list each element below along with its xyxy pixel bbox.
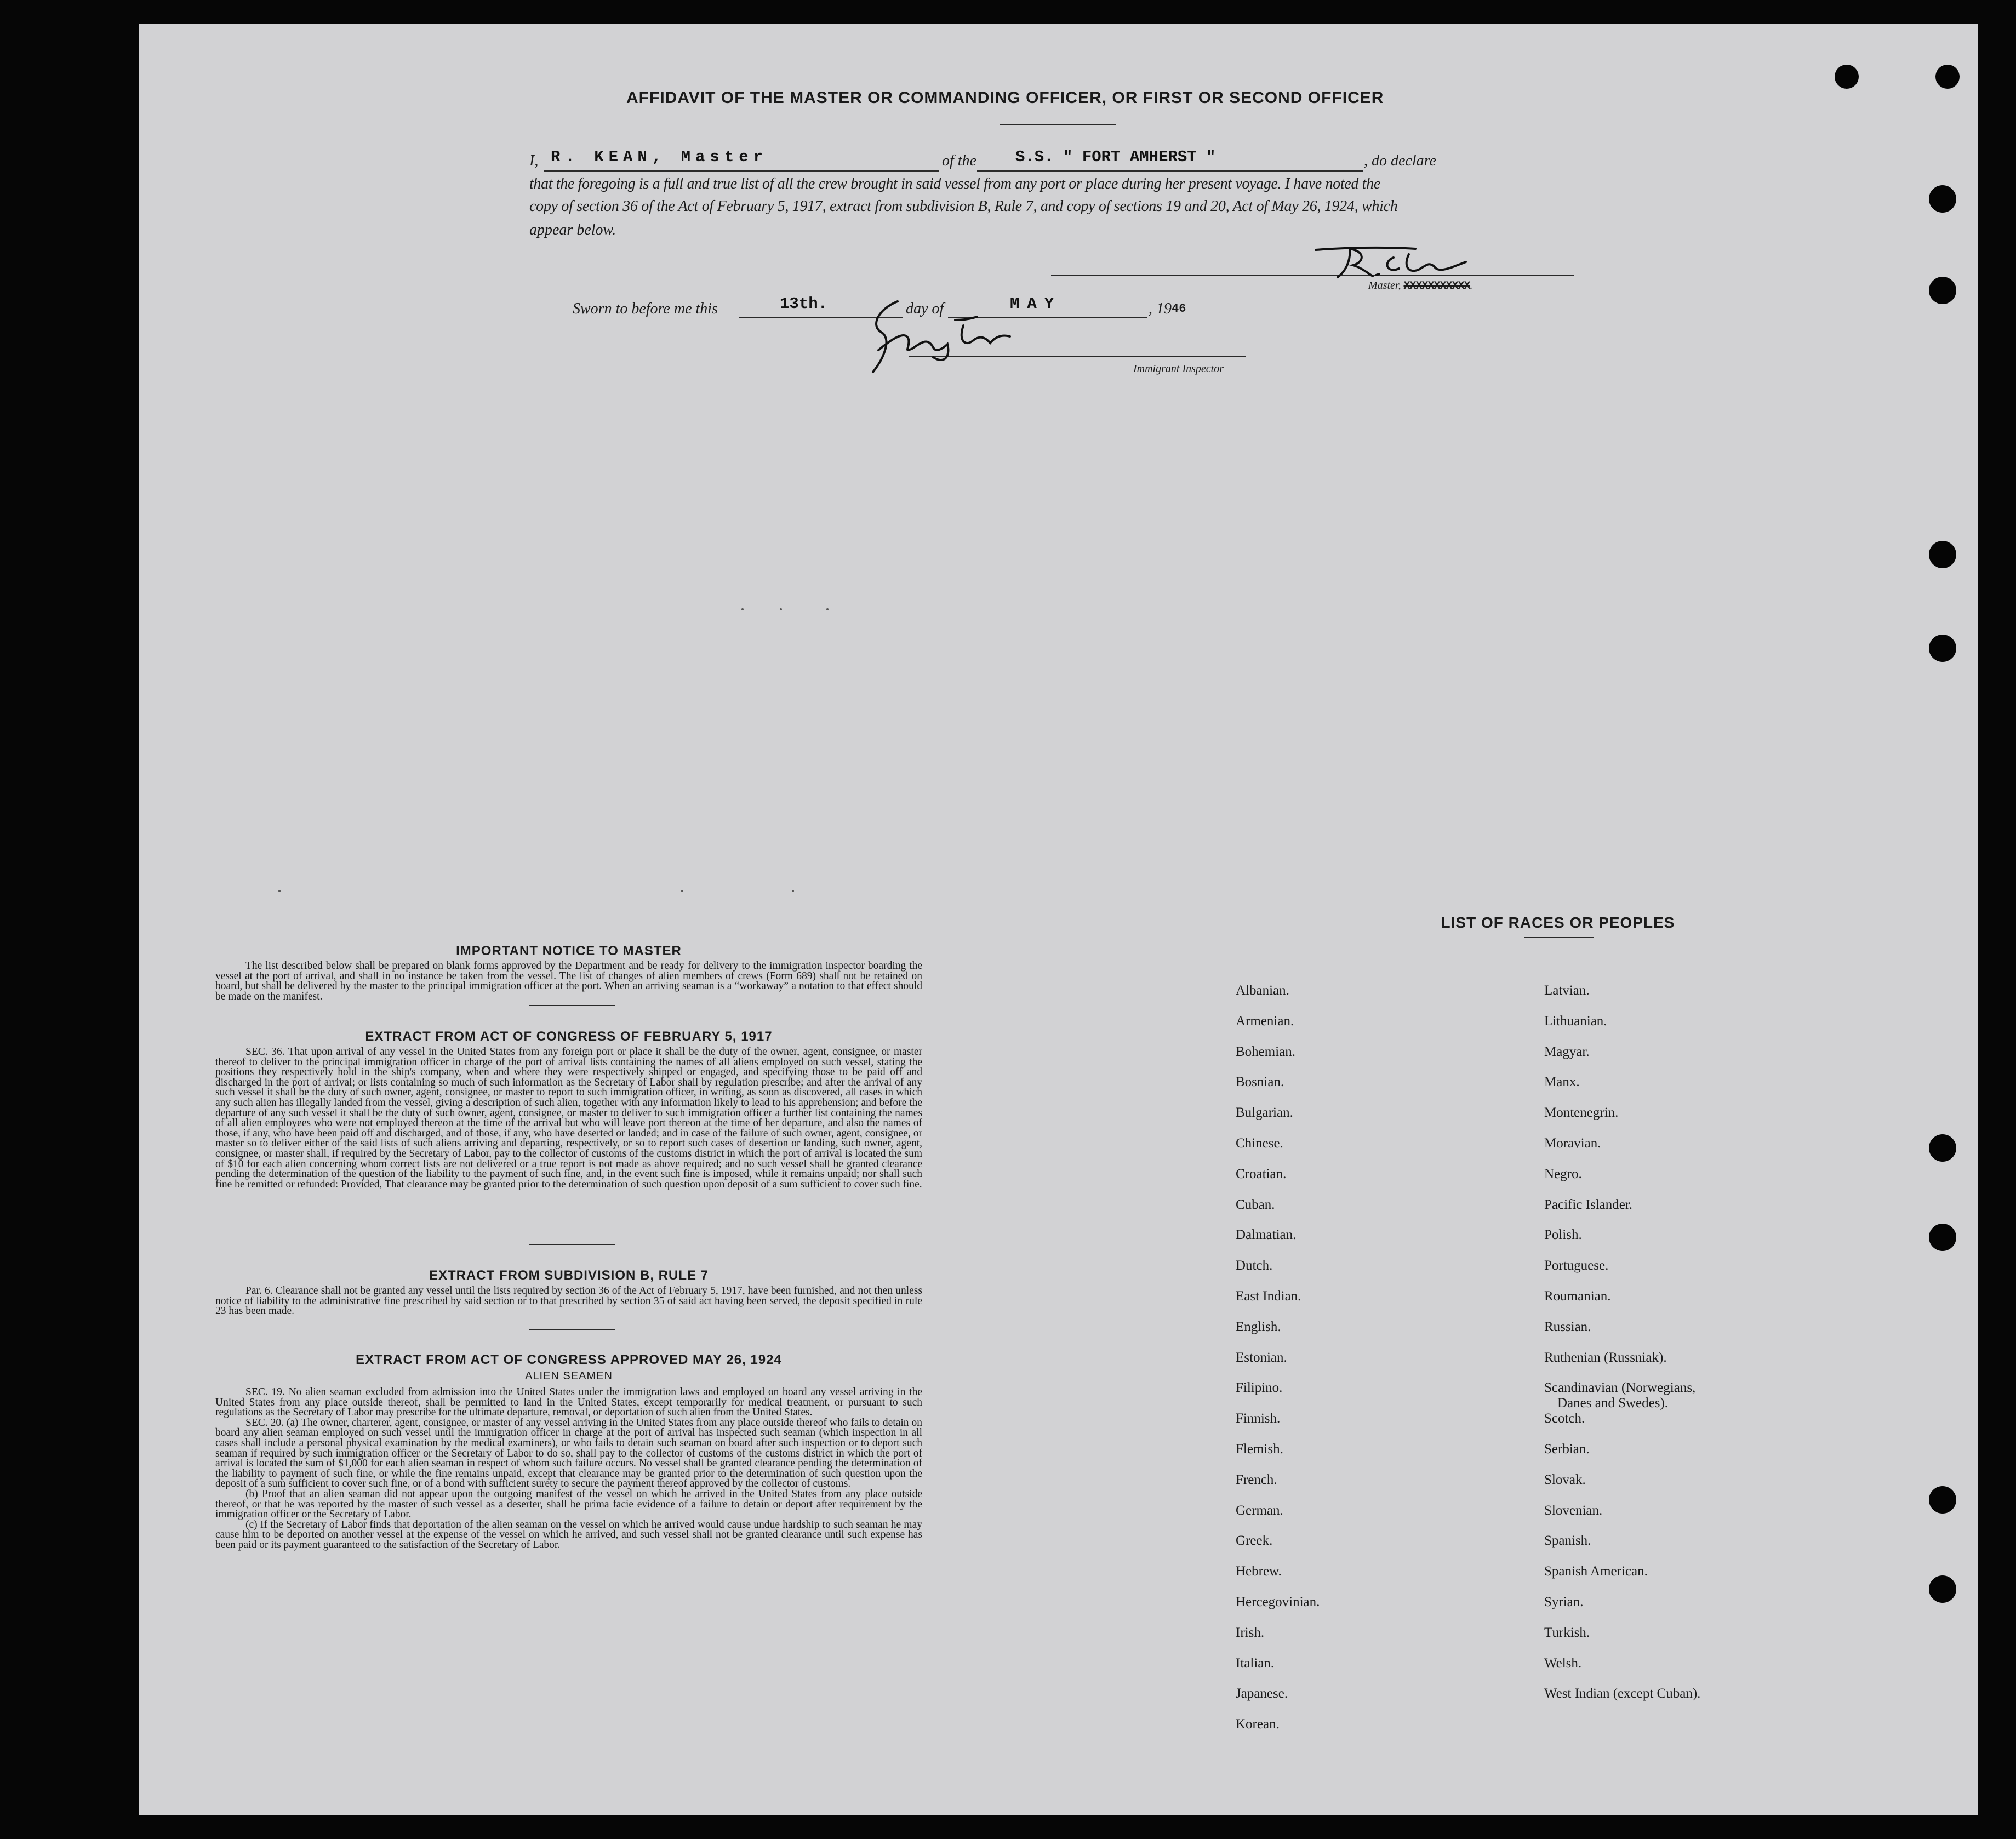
race-item: Latvian. (1544, 983, 1590, 998)
race-item: Croatian. (1236, 1166, 1287, 1181)
of-the-label: of the (942, 152, 976, 169)
race-item: West Indian (except Cuban). (1544, 1686, 1701, 1701)
race-item: Manx. (1544, 1075, 1580, 1090)
races-divider (1524, 937, 1594, 938)
race-item: Danes and Swedes). (1557, 1396, 1669, 1411)
race-item: Hebrew. (1236, 1564, 1282, 1579)
race-item: Turkish. (1544, 1625, 1590, 1640)
binder-hole-icon (1929, 1575, 1956, 1603)
master-struck-text: XXXXXXXXXXX (1403, 280, 1470, 293)
race-item: Negro. (1544, 1166, 1582, 1181)
divider-3 (529, 1329, 615, 1330)
race-item: Irish. (1236, 1625, 1265, 1640)
race-item: Syrian. (1544, 1595, 1584, 1609)
master-label: Master, XXXXXXXXXXX. (1368, 279, 1473, 293)
race-item: Portuguese. (1544, 1258, 1609, 1273)
binder-hole-icon (1935, 65, 1960, 89)
race-item: Slovak. (1544, 1472, 1586, 1487)
divider-2 (529, 1244, 615, 1245)
binder-hole-icon (1929, 1224, 1956, 1251)
binder-hole-icon (1929, 541, 1956, 568)
race-item: Slovenian. (1544, 1503, 1603, 1518)
binder-hole-icon (1929, 185, 1956, 213)
race-item: English. (1236, 1319, 1281, 1334)
inspector-label: Immigrant Inspector (1133, 363, 1224, 375)
affidavit-line-3: copy of section 36 of the Act of February 5, 1917, extract from subdivision B, Rule 7, and copy of sections 19 and 20, Act of May 26, 1924, which (529, 198, 1398, 215)
do-declare-label: , do declare (1364, 152, 1436, 169)
extract-rule7-text: Par. 6. Clearance shall not be granted any vessel until the lists required by section 36 of the Act of February 5, 1917, have been furnished, and not then unless notice of liability to the administrative fine prescribed by said section or to that prescribed by section 35 of said act having been served, the deposit specified in rule 23 has been made. (215, 1285, 922, 1317)
sworn-month: MAY (1010, 295, 1062, 313)
extract-rule7-title: EXTRACT FROM SUBDIVISION B, RULE 7 (429, 1268, 709, 1283)
extract-1924-subtitle: ALIEN SEAMEN (525, 1370, 613, 1382)
race-item: Ruthenian (Russniak). (1544, 1350, 1667, 1365)
race-item: Korean. (1236, 1717, 1280, 1732)
race-item: Dutch. (1236, 1258, 1273, 1273)
sec-20c: (c) If the Secretary of Labor finds that deportation of the alien seaman on the vessel on which he arrived would cause undue hardship to such seaman he may cause him to be deported on another vessel at the expense of the vessel on which he arrived, and such vessel shall not be granted clearance until such expense has been paid or its payment guaranteed to the satisfaction of the Secretary of Labor. (215, 1518, 922, 1551)
divider-1 (529, 1005, 615, 1006)
race-item: Magyar. (1544, 1044, 1590, 1059)
race-item: Cuban. (1236, 1197, 1275, 1212)
race-item: Bohemian. (1236, 1044, 1296, 1059)
race-item: Bulgarian. (1236, 1105, 1293, 1121)
races-title: LIST OF RACES OR PEOPLES (1441, 914, 1675, 931)
race-item: Hercegovinian. (1236, 1595, 1320, 1609)
prefix-i: I, (529, 152, 539, 169)
race-item: Serbian. (1544, 1442, 1590, 1457)
race-item: East Indian. (1236, 1289, 1301, 1304)
race-item: Japanese. (1236, 1686, 1288, 1701)
race-item: Estonian. (1236, 1350, 1287, 1365)
race-item: Dalmatian. (1236, 1227, 1297, 1243)
sec-20a: SEC. 20. (a) The owner, charterer, agent, consignee, or master of any vessel arriving in the United States from any place outside thereof who fails to detain on board any alien seaman employed on such vessel until the immigration officer in charge at the port of arrival has inspected such seaman (which inspection in all cases shall include a personal physical examination by the medical examiners), or who fails to detain such seaman on board after such inspection or to deport such seaman if required by such immigration officer or the Secretary of Labor to do so, shall pay to the collector of customs of the customs district in which the port of arrival is located the sum of $1,000 for each alien seaman in respect of whom such failure occurs. No vessel shall be granted clearance pending the determination of the liability to payment of such fine, or while the fine remains unpaid, except that clearance may be granted prior to the determination of such question upon the deposit of a sum sufficient to cover such fine, or of a bond with sufficient surety to secure the payment thereof approved by the collector of customs. (215, 1417, 922, 1490)
binder-hole-icon (1835, 65, 1859, 89)
race-item: German. (1236, 1503, 1283, 1518)
notice-text: The list described below shall be prepared on blank forms approved by the Department and be ready for delivery to the immigration inspector boarding the vessel at the port of arrival, and shall in no instance be taken from the vessel. The list of changes of alien members of crews (Form 689) shall not be retained on board, but shall be delivered by the master to the principal immigration officer at the port. When an arriving seaman is a “workaway” a notation to that effect should be made on the manifest. (215, 960, 922, 1002)
day-of-label: day of (906, 300, 944, 317)
race-item: Italian. (1236, 1655, 1275, 1671)
race-item: Roumanian. (1544, 1289, 1611, 1304)
title-divider (1000, 124, 1116, 125)
race-item: Albanian. (1236, 983, 1289, 998)
race-item: Filipino. (1236, 1380, 1283, 1396)
race-item: Bosnian. (1236, 1075, 1284, 1090)
extract-1924-text (215, 1387, 922, 1551)
affidavit-title: AFFIDAVIT OF THE MASTER OR COMMANDING OFFICER, OR FIRST OR SECOND OFFICER (626, 89, 1384, 107)
extract-1917-title: EXTRACT FROM ACT OF CONGRESS OF FEBRUARY 5, 1917 (365, 1029, 773, 1044)
sec-20b: (b) Proof that an alien seaman did not appear upon the outgoing manifest of the vessel on which he arrived in the United States from any place outside thereof, or that he was reported by the master of such vessel as a deserter, shall be prima facie evidence of a failure to detain or deport after requirement by the immigration officer or the Secretary of Labor. (215, 1488, 922, 1521)
race-item: Moravian. (1544, 1136, 1601, 1151)
officer-name: R. KEAN, Master (551, 148, 768, 166)
race-item: Scotch. (1544, 1411, 1585, 1426)
race-item: Armenian. (1236, 1013, 1294, 1029)
binder-hole-icon (1929, 1486, 1956, 1514)
document-sheet (139, 24, 1978, 1815)
extract-1917-text: SEC. 36. That upon arrival of any vessel in the United States from any foreign port or place it shall be the duty of the owner, agent, consignee, or master thereof to deliver to the principal immigration officer in charge of the port of arrival lists containing the names of all aliens employed on such vessel, stating the positions they respectively hold in the ship's company, when and where they were respectively shipped or engaged, and specifying those to be paid off and discharged in the port of arrival; or lists containing so much of such information as the Secretary of Labor shall by regulation prescribe; and after the arrival of any such vessel it shall be the duty of such owner, agent, consignee, or master to report to such immigration officer, in writing, as soon as discovered, all cases in which any such alien has illegally landed from the vessel, giving a description of such alien, together with any information likely to lead to his apprehension; and before the departure of any such vessel it shall be the duty of such owner, agent, consignee, or master to deliver to such immigration officer a further list containing the names of all alien employees who were not employed thereon at the time of the arrival but who will leave port thereon at the time of her departure, and also the names of those, if any, who have been paid off and discharged, and of those, if any, who have deserted or landed; and in case of the failure of such owner, agent, consignee, or master so to deliver either of the said lists of such aliens arriving and departing, respectively, or so to report such cases of desertion or landing, such owner, agent, consignee, or master shall, if required by the Secretary of Labor, pay to the collector of customs of the customs district in which the port of arrival is located the sum of $10 for each alien concerning whom correct lists are not delivered or a true report is not made as above required; and no such vessel shall be granted clearance pending the determination of the question of the liability to the payment of such fine, and, in the event such fine is imposed, while it remains unpaid; nor shall such fine be remitted or refunded: Provided, That clearance may be granted prior to the determination of such question upon deposit of a sum sufficient to cover such fine. (215, 1046, 922, 1190)
race-item: Spanish American. (1544, 1564, 1648, 1579)
master-signature-icon (1311, 243, 1470, 282)
race-item: French. (1236, 1472, 1277, 1487)
race-item: Pacific Islander. (1544, 1197, 1633, 1212)
race-item: Russian. (1544, 1319, 1591, 1334)
race-item: Scandinavian (Norwegians, (1544, 1380, 1696, 1396)
sec-19: SEC. 19. No alien seaman excluded from admission into the United States under the immigration laws and employed on board any vessel arriving in the United States from any place outside thereof, shall be permitted to land in the United States, except temporarily for medical treatment, or pursuant to such regulations as the Secretary of Labor may prescribe for the ultimate departure, removal, or deportation of such alien from the United States. (215, 1386, 922, 1419)
race-item: Spanish. (1544, 1533, 1591, 1549)
inspector-signature-icon (769, 298, 1098, 386)
binder-hole-icon (1929, 277, 1956, 304)
affidavit-line-4: appear below. (529, 221, 616, 238)
affidavit-line-2: that the foregoing is a full and true list of all the crew brought in said vessel from any port or place during her present voyage. I have noted the (529, 175, 1380, 192)
race-item: Chinese. (1236, 1136, 1283, 1151)
race-item: Flemish. (1236, 1442, 1283, 1457)
binder-hole-icon (1929, 1134, 1956, 1162)
notice-title: IMPORTANT NOTICE TO MASTER (456, 944, 682, 958)
race-item: Montenegrin. (1544, 1105, 1619, 1121)
sworn-prefix: Sworn to before me this (573, 300, 718, 317)
race-item: Finnish. (1236, 1411, 1281, 1426)
extract-1924-title: EXTRACT FROM ACT OF CONGRESS APPROVED MAY 26, 1924 (356, 1352, 782, 1367)
race-item: Lithuanian. (1544, 1013, 1607, 1029)
race-item: Polish. (1544, 1227, 1582, 1243)
sworn-day: 13th. (780, 295, 828, 313)
race-item: Greek. (1236, 1533, 1273, 1549)
vessel-name: S.S. " FORT AMHERST " (1015, 148, 1216, 166)
binder-hole-icon (1929, 635, 1956, 662)
sworn-year: , 1946 (1149, 300, 1186, 317)
race-item: Welsh. (1544, 1655, 1582, 1671)
